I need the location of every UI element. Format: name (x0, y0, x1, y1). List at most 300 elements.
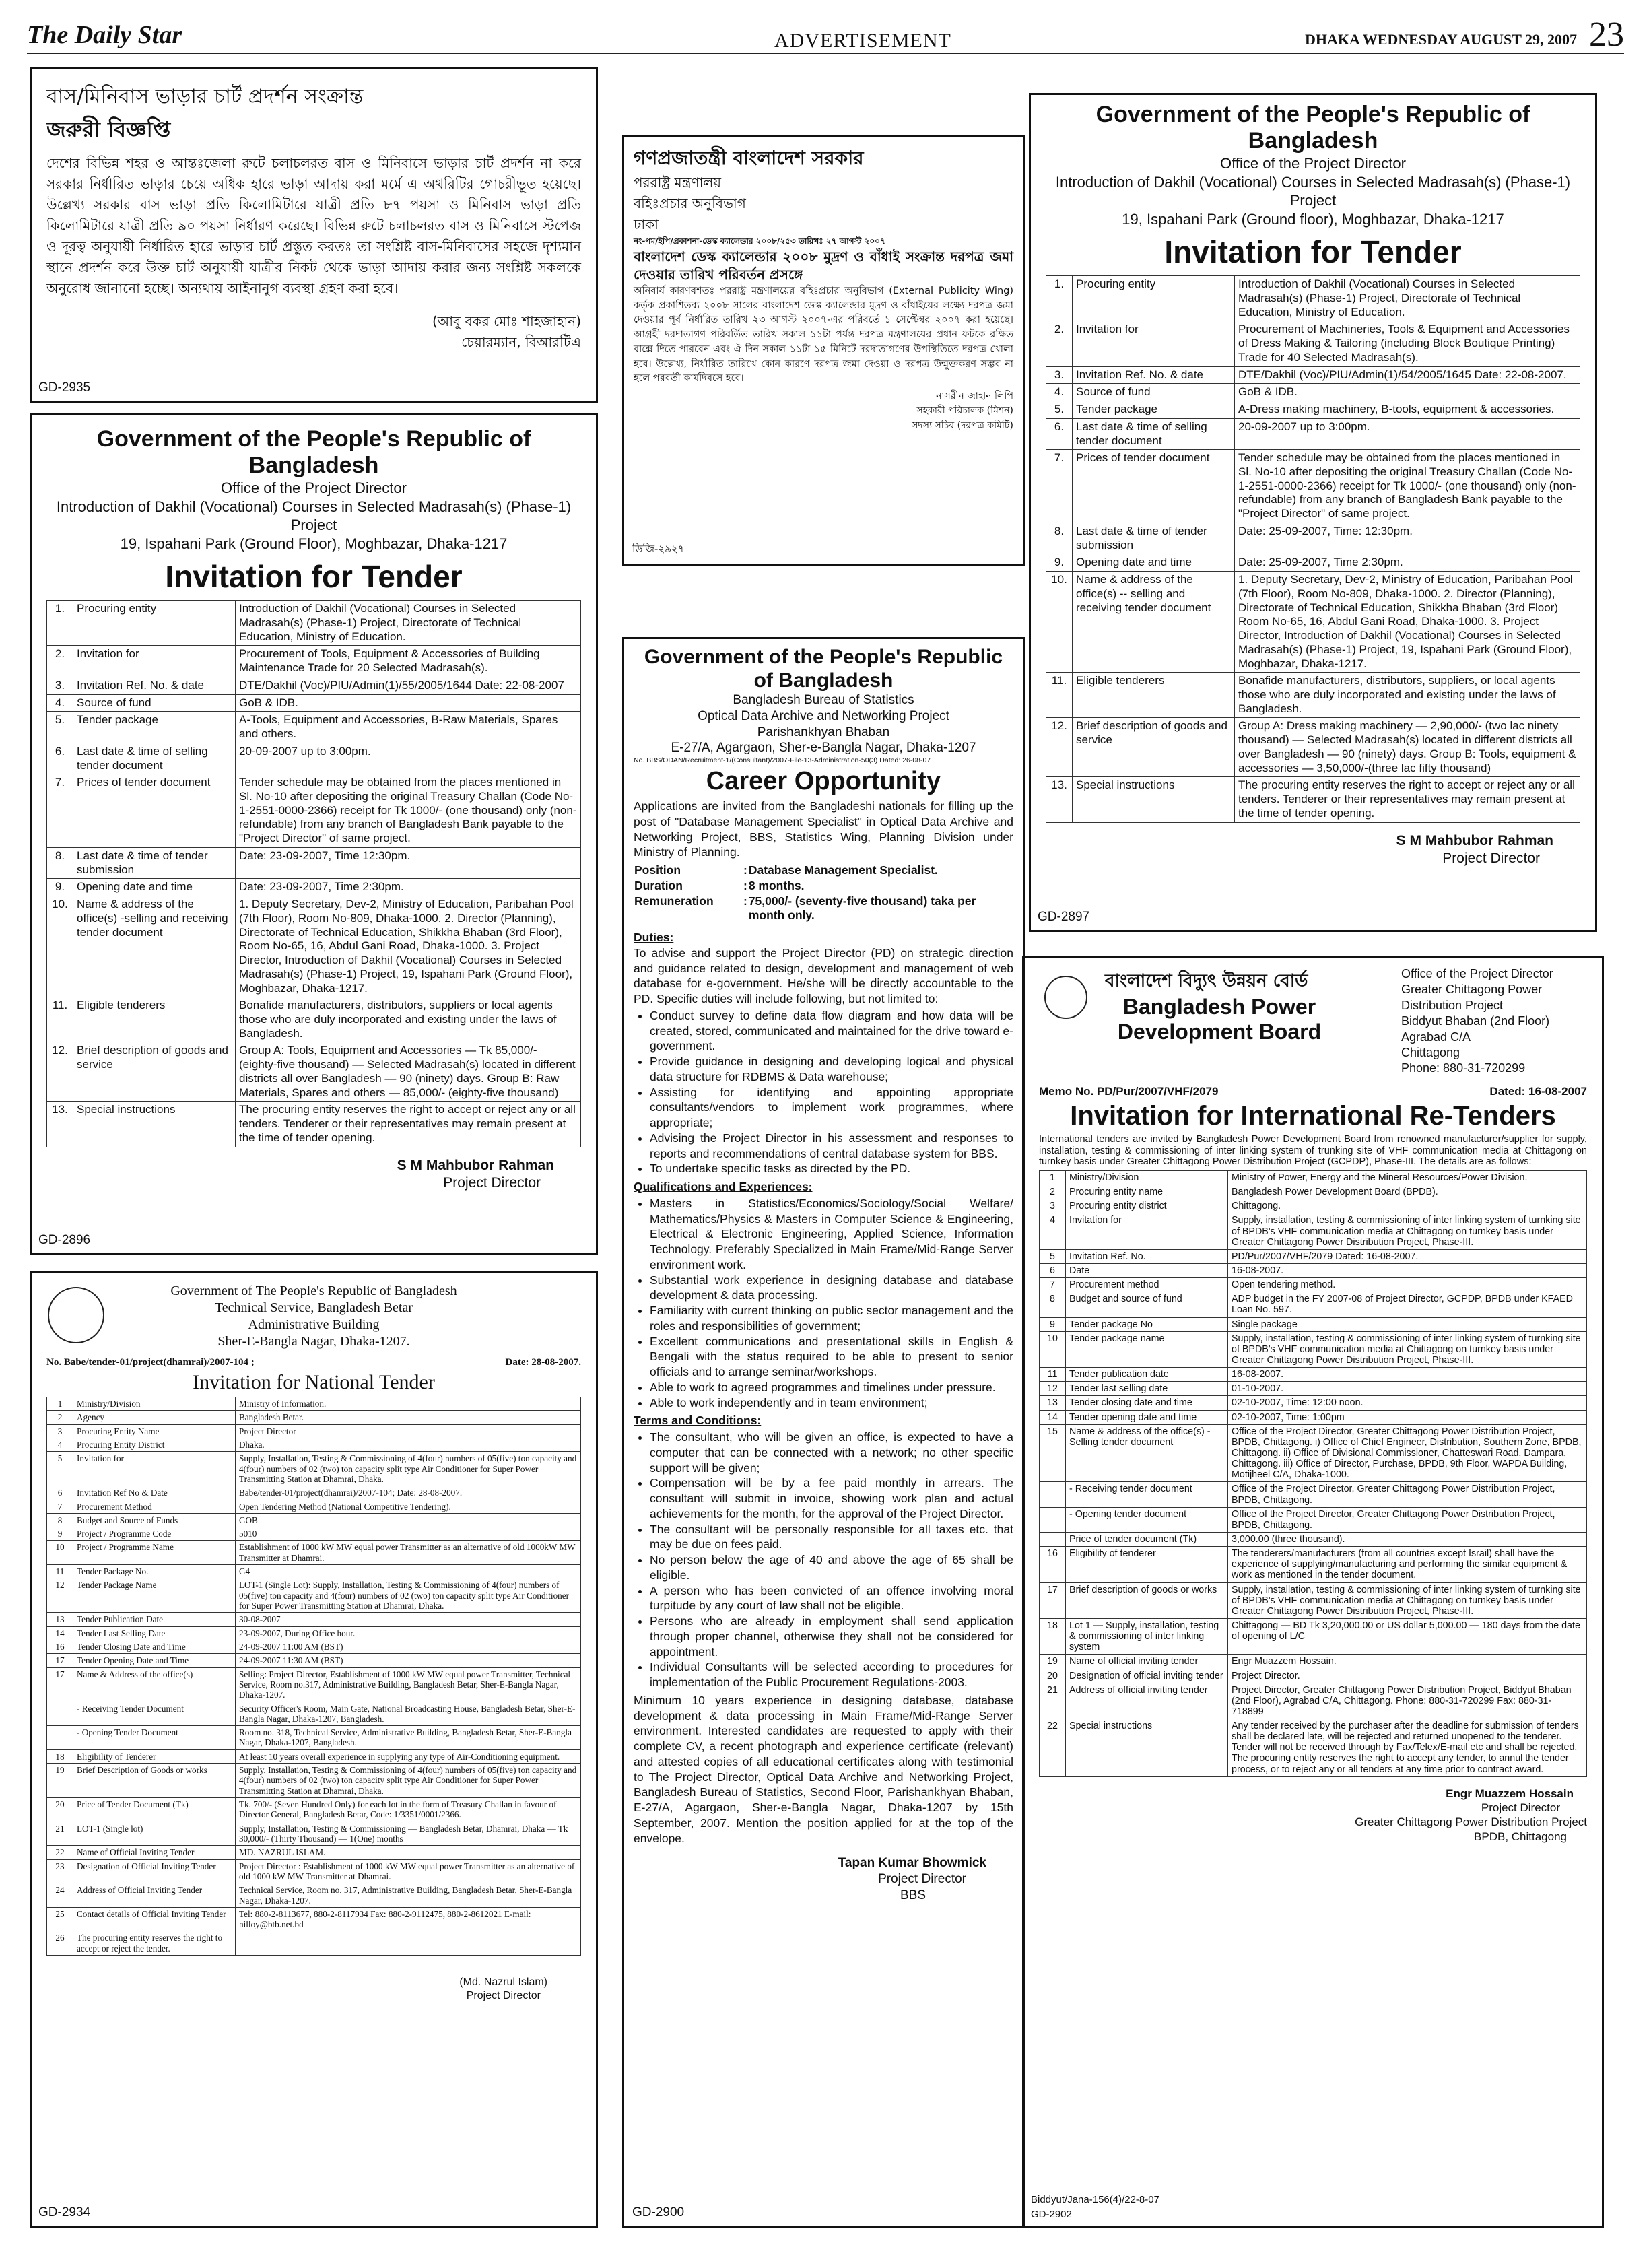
headline: বাংলাদেশ ডেস্ক ক্যালেন্ডার ২০০৮ মুদ্রণ ও বাঁধাই সংক্রান্ত দরপত্র জমা দেওয়ার তারিখ পরিবর্তন প্রসঙ্গে (634, 248, 1013, 283)
org: Bangladesh Bureau of Statistics (733, 693, 914, 707)
table-row (1040, 1482, 1587, 1507)
ad-code: GD-2896 (38, 1233, 91, 1247)
row-number: 13 (47, 1613, 73, 1626)
row-number: 7 (1040, 1278, 1066, 1292)
row-label: Brief Description of Goods or works (73, 1764, 236, 1798)
gov-title: Government of the People's Republic of Bangladesh (1096, 102, 1530, 154)
row-label: Brief description of goods or works (1066, 1582, 1228, 1618)
office: Office of the Project Director (221, 479, 407, 497)
row-value: Engr Muazzem Hossain. (1228, 1655, 1587, 1669)
table-row (1040, 1410, 1587, 1424)
row-value: Room no. 318, Technical Service, Administrative Building, Bangladesh Betar, Sher-E-Bangla Nagar, Dhaka-1207, Bangladesh. (236, 1726, 581, 1750)
row-label: Price of tender document (Tk) (1066, 1532, 1228, 1546)
row-number: 17 (1040, 1582, 1066, 1618)
table-row (1040, 1669, 1587, 1683)
bpdb-retender-ad (1022, 956, 1604, 2228)
row-label: Agency (73, 1411, 236, 1424)
table-row (1040, 1396, 1587, 1410)
list-item: • Individual Consultants will be selected according to procedures for implementation of the Public Procurement Regulations-2003. (650, 1659, 1013, 1690)
row-number: 11 (47, 1565, 73, 1578)
row-label: Tender Closing Date and Time (73, 1640, 236, 1653)
table-row (47, 1424, 581, 1438)
row-value: Ministry of Information. (236, 1397, 581, 1411)
org-short: BBS (900, 1888, 926, 1902)
row-value: Security Officer's Room, Main Gate, National Broadcasting House, Bangladesh Betar, Sher-E-Bangla Nagar, Dhaka-1207, Bangladesh. (236, 1702, 581, 1726)
table-row (1040, 1507, 1587, 1532)
row-value: Supply, Installation, Testing & Commissioning of 4(four) numbers of 05(five) ton capacity and 4(four) numbers of 02 (two) ton capacity split type Air Conditioner for Super Power Transmitting Station at Dhamrai, Dhaka. (236, 1452, 581, 1486)
row-value: Babe/tender-01/project(dhamrai)/2007-104; Date: 28-08-2007. (236, 1486, 581, 1500)
office: Office of the Project Director (1401, 967, 1553, 980)
row-number: 6. (47, 743, 73, 774)
row-value: LOT-1 (Single Lot): Supply, Installation, Testing & Commissioning of 4(four) numbers of 05(five) ton capacity and 4(four) numbers of 02 (two) ton capacity split type Air Conditioner for Super Power Transmitting Station at Dhamrai, Dhaka. (236, 1578, 581, 1613)
row-label: Prices of tender document (73, 774, 236, 848)
list-item: • Conduct survey to define data flow diagram and how data will be created, stored, communicated and maintained for the drive toward e-government. (650, 1008, 1013, 1054)
row-number: 21 (47, 1822, 73, 1846)
list-item: • Provide guidance in designing and developing logical and physical data structure for RDBMS & Data warehouse; (650, 1054, 1013, 1085)
memo-no: Memo No. PD/Pur/2007/VHF/2079 (1039, 1085, 1219, 1098)
table-row (1040, 1655, 1587, 1669)
row-label: Budget and Source of Funds (73, 1513, 236, 1527)
row-value: Single package (1228, 1317, 1587, 1331)
row-value: Date: 25-09-2007, Time: 12:30pm. (1235, 523, 1580, 554)
row-number: 9 (47, 1527, 73, 1541)
table-row (1040, 1317, 1587, 1331)
row-label: Tender Package No. (73, 1565, 236, 1578)
row-number: 15 (1040, 1424, 1066, 1482)
row-value: The procuring entity reserves the right to accept or reject any or all tenders. Tenderer or their representatives may remain present at the time of tender opening. (236, 1102, 581, 1147)
row-label: Invitation for (73, 1452, 236, 1486)
row-value: Tk. 700/- (Seven Hundred Only) for each lot in the form of Treasury Challan in favour of Director General, Bangladesh Betar, Code: 1/3351/0001/2366. (236, 1798, 581, 1822)
memo-date: Date: 28-08-2007. (505, 1357, 581, 1368)
tender-table (46, 600, 581, 1147)
table-row (47, 1654, 581, 1667)
paper-name: The Daily Star (27, 21, 182, 49)
terms-heading: Terms and Conditions: (634, 1413, 762, 1428)
row-number: 7. (47, 774, 73, 848)
row-value: Office of the Project Director, Greater Chittagong Power Distribution Project, BPDB, Chittagong. i) Office of Chief Engineer, Distribution, Southern Zone, BPDB, Chittagong. ii) Office of Divisional Commissioner, Chatteswari Road, Dampara, Chittagong. iii) Office of Director, Purchase, BPDB, 9th Floor, WAPDA Building, Motijheel C/A, Dhaka-1000. (1228, 1424, 1587, 1482)
row-number: 2 (47, 1411, 73, 1424)
row-number: 14 (1040, 1410, 1066, 1424)
table-row (47, 1438, 581, 1451)
row-label: Procuring entity district (1066, 1199, 1228, 1213)
list-item: • Compensation will be by a fee paid monthly in arrears. The consultant will submit in invoice, showing work plan and actual achievements for the month, for the approval of the Project Director. (650, 1475, 1013, 1521)
row-number (1040, 1507, 1066, 1532)
row-number: 18 (1040, 1618, 1066, 1654)
heading: Invitation for National Tender (193, 1371, 435, 1393)
row-label: Tender closing date and time (1066, 1396, 1228, 1410)
ad-code: GD-2897 (1038, 910, 1090, 924)
row-number: 12. (1046, 718, 1073, 777)
row-label: Tender package No (1066, 1317, 1228, 1331)
row-value: Bonafide manufacturers, distributors, suppliers, or local agents those who are duly incorporated and existing under the laws of Bangladesh. (1235, 673, 1580, 718)
row-value: Bangladesh Power Development Board (BPDB). (1228, 1185, 1587, 1199)
row-label: Date (1066, 1264, 1228, 1278)
area: Agrabad C/A (1401, 1030, 1471, 1044)
table-row (47, 1931, 581, 1956)
table-row (1046, 718, 1580, 777)
list-item: • Assisting for identifying and appointing appropriate consultants/vendors to implement work programmes, where appropriate; (650, 1085, 1013, 1131)
table-row (1040, 1278, 1587, 1292)
row-number: 8. (1046, 523, 1073, 554)
row-value: Project Director : Establishment of 1000 kW MW equal power Transmitter as an alternative of old 1000 kW MW Transmitter at Dhamrai. (236, 1859, 581, 1883)
row-value: Any tender received by the purchaser after the deadline for submission of tenders shall be declared late, will be rejected and returned unopened to the tenderer. Tender will not be received through by Fax/Telex/E-mail etc and shall be rejected. The procuring entity reserves the right to accept any tender, to annul the tender process, or to reject any or all tenders at any time prior to contract award. (1228, 1719, 1587, 1777)
table-row (47, 646, 581, 677)
row-label: Ministry/Division (1066, 1171, 1228, 1185)
row-number: 1 (47, 1397, 73, 1411)
gov-title: Government of The People's Republic of Bangladesh (170, 1283, 457, 1298)
row-number: 22 (1040, 1719, 1066, 1777)
page-number: 23 (1589, 15, 1624, 54)
row-label: Last date & time of selling tender document (73, 743, 236, 774)
row-label: Address of Official Inviting Tender (73, 1883, 236, 1908)
building: Biddyut Bhaban (2nd Floor) (1401, 1014, 1550, 1028)
foreign-ministry-ad (622, 135, 1025, 566)
row-number: 16 (1040, 1547, 1066, 1582)
signer: (Md. Nazrul Islam) (459, 1976, 547, 1989)
table-row (1046, 401, 1580, 419)
table-row (1040, 1199, 1587, 1213)
brta-notice-ad (30, 67, 598, 403)
table-row (1046, 523, 1580, 554)
tender-table (46, 1397, 581, 1956)
table-row (47, 694, 581, 712)
dakhil-tender-ad-right (1029, 93, 1597, 932)
row-number: 25 (47, 1907, 73, 1931)
org: Technical Service, Bangladesh Betar (214, 1300, 413, 1315)
row-value: Procurement of Tools, Equipment & Accessories of Building Maintenance Trade for 20 Selected Madrasah(s). (236, 646, 581, 677)
row-label: Tender last selling date (1066, 1382, 1228, 1396)
row-label: Procuring Entity Name (73, 1424, 236, 1438)
row-value: PD/Pur/2007/VHF/2079 Dated: 16-08-2007. (1228, 1249, 1587, 1263)
row-label: Ministry/Division (73, 1397, 236, 1411)
memo-no: No. Babe/tender-01/project(dhamrai)/2007-104 ; (46, 1357, 255, 1368)
row-value: Open Tendering Method (National Competitive Tendering). (236, 1500, 581, 1513)
table-row (47, 1042, 581, 1102)
table-row (47, 1500, 581, 1513)
duties-heading: Duties: (634, 931, 674, 944)
row-number: 3 (1040, 1199, 1066, 1213)
row-value: Ministry of Power, Energy and the Mineral Resources/Power Division. (1228, 1171, 1587, 1185)
list-item: • To undertake specific tasks as directed by the PD. (650, 1161, 1013, 1176)
table-row (1040, 1532, 1587, 1546)
gov-title: Government of the People's Republic of Bangladesh (644, 646, 1003, 692)
row-number: 4. (1046, 384, 1073, 401)
table-row (1046, 673, 1580, 718)
notice-body: দেশের বিভিন্ন শহর ও আন্তঃজেলা রুটে চলাচলরত বাস ও মিনিবাসে ভাড়ার চার্ট প্রদর্শন না করে সরকার নির্ধারিত ভাড়ার চেয়ে অধিক হারে ভাড়া আদায় করা মর্মে এ অথরিটির গোচরীভূত হয়েছে। উল্লেখ্য সরকার বাস ভাড়া প্রতি কিলোমিটারে যাত্রী প্রতি ৮৭ পয়সা ও মিনিবাস ভাড়া প্রতি কিলোমিটারে যাত্রী প্রতি ৯০ পয়সা নির্ধারণ করেছে। বিভিন্ন রুটে চলাচলরত বাস ও মিনিবাসে স্টপেজ ও দূরত্ব অনুযায়ী নির্ধারিত হারে ভাড়ার চার্ট প্রস্তুত করতঃ তা সংশ্লিষ্ট বাস-মিনিবাসের সহজে দৃশ্যমান স্থানে প্রদর্শন করে উক্ত চার্ট অনুযায়ী যাত্রীর নিকট থেকে ভাড়া আদায় করার জন্য সংশ্লিষ্ট সকলকে অনুরোধ জানানো হচ্ছে। অন্যথায় আইনানুগ ব্যবস্থা গ্রহণ করা হবে। (46, 155, 581, 297)
row-number: 3. (1046, 366, 1073, 384)
row-label: Lot 1 — Supply, installation, testing & commissioning of inter linking system (1066, 1618, 1228, 1654)
row-number: 1 (1040, 1171, 1066, 1185)
row-number (1040, 1532, 1066, 1546)
betar-tender-ad (30, 1271, 598, 2228)
row-value: A-Tools, Equipment and Accessories, B-Raw Materials, Spares and others. (236, 712, 581, 743)
qual-list (634, 1196, 1013, 1411)
row-label: Invitation for (1073, 321, 1235, 366)
bbs-career-ad (622, 637, 1025, 2228)
building: Parishankhyan Bhaban (757, 725, 890, 739)
qual-heading: Qualifications and Experiences: (634, 1180, 813, 1193)
row-number: 10. (47, 896, 73, 997)
designation: সহকারী পরিচালক (মিশন) (916, 405, 1013, 416)
committee: সদস্য সচিব (দরপত্র কমিটি) (912, 420, 1013, 431)
row-number: 7. (1046, 450, 1073, 523)
table-row (47, 712, 581, 743)
masthead (27, 12, 1624, 54)
row-number: 12 (47, 1578, 73, 1613)
table-row (47, 1702, 581, 1726)
ministry: পররাষ্ট্র মন্ত্রণালয় (634, 174, 722, 191)
duties-list (634, 1008, 1013, 1176)
table-row (47, 1626, 581, 1640)
table-row (1046, 276, 1580, 321)
row-label: Project / Programme Code (73, 1527, 236, 1541)
row-value: Project Director, Greater Chittagong Power Distribution Project, Biddyut Bhaban (2nd Floor), Agrabad C/A, Chittagong. Phone: 880-31-720299 Fax: 880-31-718899 (1228, 1683, 1587, 1719)
table-row (47, 1578, 581, 1613)
table-row (47, 1452, 581, 1486)
table-row (47, 1798, 581, 1822)
row-value: 1. Deputy Secretary, Dev-2, Ministry of Education, Paribahan Pool (7th Floor), Room No-809, Dhaka-1000. 2. Director (Planning), Directorate of Technical Education, Shikkha Bhaban (3rd Floor), Room No-65, 16, Abdul Gani Road, Dhaka-1000. 3. Project Director, Introduction of Dakhil (Vocational) Courses in Selected Madrasah(s) (Phase-1) Project, 19, Ispahani Park (Ground Floor), Moghbazar, Dhaka-1217. (236, 896, 581, 997)
project: Optical Data Archive and Networking Project (698, 708, 949, 723)
row-number: 10 (1040, 1331, 1066, 1367)
table-row (1040, 1171, 1587, 1185)
row-value: GoB & IDB. (236, 694, 581, 712)
table-row (47, 1749, 581, 1763)
row-label: Tender publication date (1066, 1368, 1228, 1382)
row-value: 30-08-2007 (236, 1613, 581, 1626)
row-label: Invitation for (1066, 1213, 1228, 1249)
row-label: - Opening tender document (1066, 1507, 1228, 1532)
table-row (47, 1859, 581, 1883)
table-row (1046, 450, 1580, 523)
row-number: 18 (47, 1749, 73, 1763)
position-table: Position : Database Management Specialist. Duration : 8 months. Remuneration : 75,000/- (seventy-five thousand) taka per month only. (634, 863, 1013, 923)
row-value: Supply, installation, testing & commissioning of inter linking system of turnking site of BPDB's VHF communication media at Chittagong on turnkey basis under Greater Chittagong Power Distribution Project, Phase-III. (1228, 1331, 1587, 1367)
table-row (1040, 1582, 1587, 1618)
table-row (47, 1541, 581, 1565)
row-value: 16-08-2007. (1228, 1264, 1587, 1278)
table-row (1046, 572, 1580, 673)
row-label: Name of Official Inviting Tender (73, 1846, 236, 1859)
row-number: 11 (1040, 1368, 1066, 1382)
row-number: 4. (47, 694, 73, 712)
tender-table (1039, 1170, 1587, 1777)
memo: No. BBS/ODAN/Recruitment-1/(Consultant)/2007-File-13-Administration-50(3) Dated: 26-08-07 (634, 756, 931, 764)
row-label: Opening date and time (1073, 554, 1235, 572)
table-row (1046, 384, 1580, 401)
title: গণপ্রজাতন্ত্রী বাংলাদেশ সরকার (634, 147, 864, 169)
row-label: Contact details of Official Inviting Tender (73, 1907, 236, 1931)
row-number: 1. (47, 601, 73, 646)
row-label: Source of fund (73, 694, 236, 712)
signer: S M Mahbubor Rahman (1396, 832, 1553, 848)
row-value: Office of the Project Director, Greater Chittagong Power Distribution Project, BPDB, Chittagong. (1228, 1482, 1587, 1507)
list-item: • Masters in Statistics/Economics/Sociology/Social Welfare/ Mathematics/Physics & Masters in Computer Science & Engineering, Electrical & Electronic Engineering, Applied Science, Information Technology. Preferably Specialized in Main Frame/Mid-Range Server environment work. (650, 1196, 1013, 1273)
ad-code: GD-2935 (38, 380, 91, 395)
row-number (47, 1702, 73, 1726)
row-number: 12 (1040, 1382, 1066, 1396)
row-number: 17 (47, 1654, 73, 1667)
table-row (47, 1397, 581, 1411)
table-row (47, 1102, 581, 1147)
row-value: Tel: 880-2-8113677, 880-2-8117934 Fax: 880-2-9112475, 880-2-8612021 E-mail: nilloy@btb.net.bd (236, 1907, 581, 1931)
row-number: 5. (47, 712, 73, 743)
row-value: 16-08-2007. (1228, 1368, 1587, 1382)
row-label: Procuring entity (1073, 276, 1235, 321)
address: E-27/A, Agargaon, Sher-e-Bangla Nagar, Dhaka-1207 (671, 741, 976, 756)
phone: Phone: 880-31-720299 (1401, 1061, 1526, 1075)
row-number: 14 (47, 1626, 73, 1640)
row-number: 20 (1040, 1669, 1066, 1683)
row-value: DTE/Dakhil (Voc)/PIU/Admin(1)/55/2005/1644 Date: 22-08-2007 (236, 677, 581, 694)
memo-date: Dated: 16-08-2007 (1489, 1085, 1587, 1098)
intro: International tenders are invited by Bangladesh Power Development Board from renowned manufacturer/supplier for supply, installation, testing & commissioning of inter linking system of trunking site of VHF communication media at Chittagong on turnkey basis under Greater Chittagong Power Distribution Project (GCPDP), Phase-III. The details are as follows: (1039, 1134, 1587, 1168)
table-row (47, 1640, 581, 1653)
row-number: 19 (1040, 1655, 1066, 1669)
row-label: Opening date and time (73, 879, 236, 896)
list-item: • Familiarity with current thinking on public sector management and the roles and responsibilities of government; (650, 1303, 1013, 1334)
row-number: 8. (47, 847, 73, 878)
heading: Invitation for Tender (165, 559, 463, 595)
row-number: 6 (1040, 1264, 1066, 1278)
table-row (47, 1527, 581, 1541)
table-row (47, 1667, 581, 1702)
row-number: 13. (47, 1102, 73, 1147)
gov-title: Government of the People's Republic of Bangladesh (96, 426, 531, 479)
row-label: Procuring Entity District (73, 1438, 236, 1451)
row-value: Technical Service, Room no. 317, Administrative Building, Bangladesh Betar, Sher-E-Bangla Nagar, Dhaka-1207. (236, 1883, 581, 1908)
row-value: 02-10-2007, Time: 12:00 noon. (1228, 1396, 1587, 1410)
row-number: 19 (47, 1764, 73, 1798)
row-value: 23-09-2007, During Office hour. (236, 1626, 581, 1640)
row-number: 3 (47, 1424, 73, 1438)
row-number: 2. (1046, 321, 1073, 366)
row-label: Tender Last Selling Date (73, 1626, 236, 1640)
project: Greater Chittagong Power Distribution Project (1401, 982, 1543, 1012)
table-row (47, 1883, 581, 1908)
row-label: LOT-1 (Single lot) (73, 1822, 236, 1846)
list-item: • Excellent communications and presentational skills in English & Bengali with the status required to be able to present to senior officials and to arrange seminar/workshops. (650, 1334, 1013, 1380)
row-number: 13 (1040, 1396, 1066, 1410)
notice-subtitle: জরুরী বিজ্ঞপ্তি (46, 116, 171, 142)
row-number: 11. (1046, 673, 1073, 718)
office: Office of the Project Director (1220, 155, 1406, 172)
row-label: Eligible tenderers (73, 997, 236, 1042)
signer: নাসরীন জাহান লিপি (936, 391, 1013, 402)
table-row (47, 1764, 581, 1798)
row-number: 1. (1046, 276, 1073, 321)
tender-table (1046, 275, 1580, 822)
row-label: Invitation Ref. No. & date (73, 677, 236, 694)
row-label: Eligible tenderers (1073, 673, 1235, 718)
duration-label: Duration (634, 879, 683, 892)
table-row (47, 774, 581, 848)
table-row (1040, 1185, 1587, 1199)
row-value: GOB (236, 1513, 581, 1527)
ref-line: নং-পম/ইপি/প্রকাশনা-ডেস্ক ক্যালেন্ডার ২০০৮/২৫৩ তারিখঃ ২৭ আগস্ট ২০০৭ (634, 236, 885, 246)
row-number: 2 (1040, 1185, 1066, 1199)
row-value: 01-10-2007. (1228, 1382, 1587, 1396)
row-value: Chittagong — BD Tk 3,20,000.00 or US dollar 5,000.00 — 180 days from the date of opening of L/C (1228, 1618, 1587, 1654)
list-item: • The consultant will be personally responsible for all taxes etc. that may be due on fees paid. (650, 1522, 1013, 1553)
row-number: 4 (1040, 1213, 1066, 1249)
designation: Project Director (1481, 1801, 1560, 1815)
org-sig: BPDB, Chittagong (1474, 1830, 1567, 1843)
row-value: Project Director (236, 1424, 581, 1438)
row-value: Date: 23-09-2007, Time 12:30pm. (236, 847, 581, 878)
table-row (1040, 1331, 1587, 1367)
table-row (1046, 418, 1580, 449)
row-value: Supply, Installation, Testing & Commissioning — Bangladesh Betar, Dhamrai, Dhaka — Tk 30,000/- (Thirty Thousand) — 1(One) months (236, 1822, 581, 1846)
row-value: Introduction of Dakhil (Vocational) Courses in Selected Madrasah(s) (Phase-1) Project, Directorate of Technical Education, Ministry of Education. (236, 601, 581, 646)
table-row (1040, 1292, 1587, 1317)
division: বহিঃপ্রচার অনুবিভাগ (634, 195, 746, 212)
row-value: Introduction of Dakhil (Vocational) Courses in Selected Madrasah(s) (Phase-1) Project, Directorate of Technical Education, Ministry of Education. (1235, 276, 1580, 321)
notice-title: বাস/মিনিবাস ভাড়ার চার্ট প্রদর্শন সংক্রান্ত (46, 85, 364, 108)
row-value: 24-09-2007 11:30 AM (BST) (236, 1654, 581, 1667)
designation: Project Director (443, 1174, 541, 1191)
row-number: 9. (47, 879, 73, 896)
table-row (1040, 1368, 1587, 1382)
list-item: • No person below the age of 40 and above the age of 65 shall be eligible. (650, 1552, 1013, 1583)
row-number: 23 (47, 1859, 73, 1883)
govt-seal-icon (48, 1287, 104, 1343)
table-row (47, 997, 581, 1042)
row-value: Open tendering method. (1228, 1278, 1587, 1292)
table-row (1040, 1213, 1587, 1249)
designation: Project Director (878, 1872, 966, 1886)
row-value: 3,000.00 (three thousand). (1228, 1532, 1587, 1546)
row-number: 16 (47, 1640, 73, 1653)
ad-code: GD-2900 (632, 2205, 685, 2220)
row-label: Special instructions (73, 1102, 236, 1147)
row-value: 20-09-2007 up to 3:00pm. (1235, 418, 1580, 449)
row-label: Tender package (73, 712, 236, 743)
row-value (236, 1931, 581, 1956)
building: Administrative Building (248, 1317, 380, 1332)
row-value: Group A: Tools, Equipment and Accessories — Tk 85,000/- (eighty-five thousand) — Selected Madrasah(s) located in different districts all over Bangladesh — 90 (ninety) days. Group B: Raw Materials, Spares and others — 85,000/- (eighty-five thousand) (236, 1042, 581, 1102)
row-number: 6 (47, 1486, 73, 1500)
address: Sher-E-Bangla Nagar, Dhaka-1207. (217, 1334, 410, 1349)
row-label: Project / Programme Name (73, 1541, 236, 1565)
row-label: Invitation Ref. No. (1066, 1249, 1228, 1263)
row-number: 5 (47, 1452, 73, 1486)
project-sig: Greater Chittagong Power Distribution Project (1355, 1815, 1587, 1829)
row-number: 10 (47, 1541, 73, 1565)
row-label: Eligibility of tenderer (1066, 1547, 1228, 1582)
row-value: Office of the Project Director, Greater Chittagong Power Distribution Project, BPDB, Chittagong. (1228, 1507, 1587, 1532)
table-row (47, 601, 581, 646)
row-label: Special instructions (1073, 777, 1235, 822)
ad-code: GD-2934 (38, 2205, 91, 2220)
table-row (47, 677, 581, 694)
row-label: Invitation for (73, 646, 236, 677)
row-label: Tender package (1073, 401, 1235, 419)
row-label: Last date & time of tender submission (1073, 523, 1235, 554)
row-number: 4 (47, 1438, 73, 1451)
row-label: Tender package name (1066, 1331, 1228, 1367)
project: Introduction of Dakhil (Vocational) Courses in Selected Madrasah(s) (Phase-1) Project (56, 498, 572, 534)
row-label: Name & address of the office(s) -selling and receiving tender document (73, 896, 236, 997)
row-value: Supply, installation, testing & commissioning of inter linking system of turnking site of BPDB's VHF communication media at Chittagong on turnkey basis under Greater Chittagong Power Distribution Project, Phase-III. (1228, 1582, 1587, 1618)
row-value: Bangladesh Betar. (236, 1411, 581, 1424)
row-value: Chittagong. (1228, 1199, 1587, 1213)
designation: Project Director (1442, 850, 1540, 866)
row-number: 8 (47, 1513, 73, 1527)
table-row (47, 879, 581, 896)
table-row (1040, 1719, 1587, 1777)
row-label: Prices of tender document (1073, 450, 1235, 523)
heading: Invitation for Tender (1164, 234, 1462, 270)
